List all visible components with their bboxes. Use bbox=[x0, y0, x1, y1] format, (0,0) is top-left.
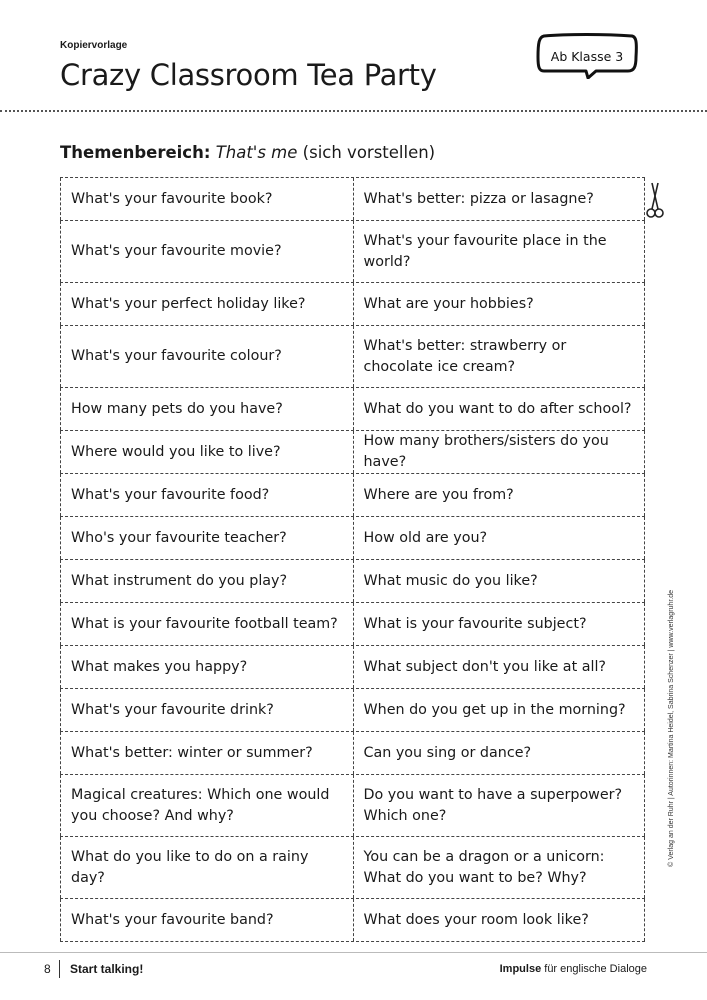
question-card: What are your hobbies? bbox=[353, 283, 646, 325]
question-card: Who's your favourite teacher? bbox=[60, 517, 353, 559]
theme-note: (sich vorstellen) bbox=[302, 143, 436, 162]
theme-topic: That's me bbox=[215, 143, 298, 162]
question-card: You can be a dragon or a unicorn: What do you want to be? Why? bbox=[353, 837, 646, 898]
question-card: What's your favourite food? bbox=[60, 474, 353, 516]
question-card: What subject don't you like at all? bbox=[353, 646, 646, 688]
question-card: When do you get up in the morning? bbox=[353, 689, 646, 731]
question-card: How old are you? bbox=[353, 517, 646, 559]
question-card: What music do you like? bbox=[353, 560, 646, 602]
header-divider bbox=[0, 110, 707, 112]
question-card: What's your favourite movie? bbox=[60, 221, 353, 282]
question-card: What's better: winter or summer? bbox=[60, 732, 353, 774]
question-card: What do you like to do on a rainy day? bbox=[60, 837, 353, 898]
question-cards-grid bbox=[60, 177, 645, 942]
series-title bbox=[500, 963, 647, 975]
card-row bbox=[60, 431, 645, 474]
question-card: Can you sing or dance? bbox=[353, 732, 646, 774]
question-card: What do you want to do after school? bbox=[353, 388, 646, 430]
theme-heading bbox=[60, 143, 435, 162]
kopiervorlage-label: Kopiervorlage bbox=[60, 40, 128, 51]
theme-label: Themenbereich: bbox=[60, 143, 211, 162]
question-card: What's better: strawberry or chocolate ice cream? bbox=[353, 326, 646, 387]
card-row bbox=[60, 177, 645, 221]
question-card: What's better: pizza or lasagne? bbox=[353, 178, 646, 220]
question-card: How many pets do you have? bbox=[60, 388, 353, 430]
question-card: What's your favourite band? bbox=[60, 899, 353, 941]
question-card: What does your room look like? bbox=[353, 899, 646, 941]
question-card: How many brothers/sisters do you have? bbox=[353, 431, 646, 473]
card-row bbox=[60, 517, 645, 560]
scissors-icon bbox=[645, 180, 665, 224]
footer-divider bbox=[0, 952, 707, 953]
question-card: What's your favourite drink? bbox=[60, 689, 353, 731]
card-row bbox=[60, 326, 645, 388]
question-card: Do you want to have a superpower? Which one? bbox=[353, 775, 646, 836]
book-title: Start talking! bbox=[70, 962, 144, 976]
question-card: What's your favourite place in the world? bbox=[353, 221, 646, 282]
question-card: Magical creatures: Which one would you choose? And why? bbox=[60, 775, 353, 836]
card-row bbox=[60, 646, 645, 689]
badge-label: Ab Klasse 3 bbox=[550, 49, 624, 64]
question-card: What's your favourite book? bbox=[60, 178, 353, 220]
card-row bbox=[60, 899, 645, 942]
question-card: What's your perfect holiday like? bbox=[60, 283, 353, 325]
page-title: Crazy Classroom Tea Party bbox=[60, 58, 437, 92]
question-card: What is your favourite subject? bbox=[353, 603, 646, 645]
question-card: What makes you happy? bbox=[60, 646, 353, 688]
card-row bbox=[60, 603, 645, 646]
series-title-bold: Impulse bbox=[499, 963, 542, 975]
question-card: What's your favourite colour? bbox=[60, 326, 353, 387]
grade-badge bbox=[536, 33, 638, 79]
question-card: What is your favourite football team? bbox=[60, 603, 353, 645]
question-card: Where are you from? bbox=[353, 474, 646, 516]
question-card: Where would you like to live? bbox=[60, 431, 353, 473]
card-row bbox=[60, 221, 645, 283]
footer-separator bbox=[59, 960, 60, 978]
page-number: 8 bbox=[44, 962, 51, 976]
card-row bbox=[60, 388, 645, 431]
card-row bbox=[60, 474, 645, 517]
card-row bbox=[60, 775, 645, 837]
side-credit-text: © Verlag an der Ruhr | Autorinnen: Martina Heidel, Sabrina Schenzer | www.verlagruhr.de bbox=[668, 590, 675, 867]
series-title-rest: für englische Dialoge bbox=[541, 963, 647, 975]
question-card: What instrument do you play? bbox=[60, 560, 353, 602]
card-row bbox=[60, 732, 645, 775]
card-row bbox=[60, 283, 645, 326]
card-row bbox=[60, 837, 645, 899]
card-row bbox=[60, 560, 645, 603]
card-row bbox=[60, 689, 645, 732]
